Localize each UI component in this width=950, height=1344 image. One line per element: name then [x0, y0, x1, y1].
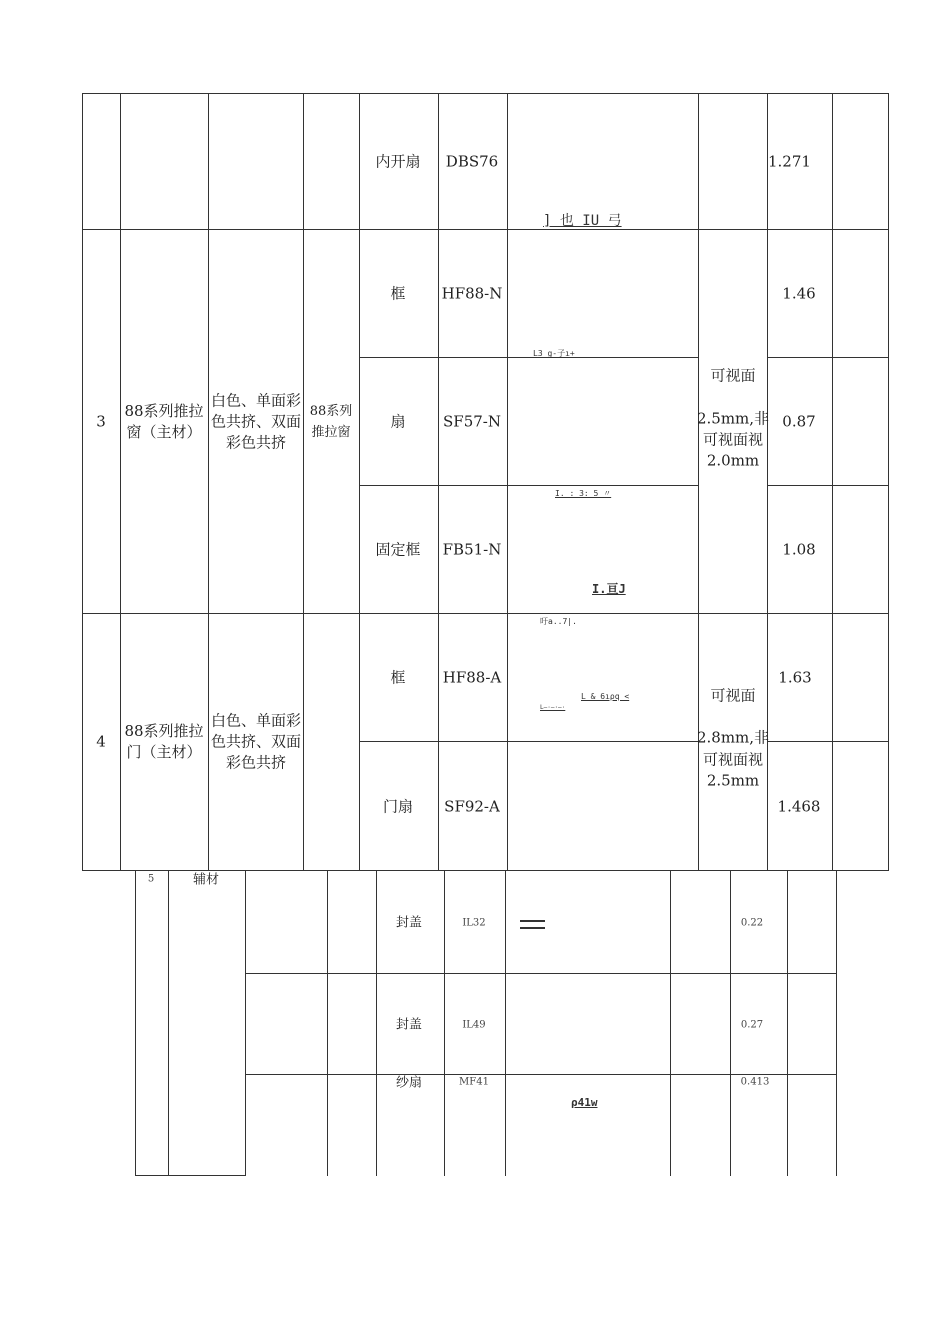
col-divider	[507, 93, 508, 871]
col-divider	[444, 870, 445, 1176]
part-name: 固定框	[375, 540, 421, 559]
col-divider	[303, 93, 304, 871]
col-divider	[327, 870, 328, 1176]
profile-drawing: I. : 3: 5 〃	[555, 489, 612, 498]
product-series: 88系列推拉窗	[309, 404, 353, 440]
wall-thickness-line: 2.5mm	[706, 771, 760, 790]
col-divider	[505, 870, 506, 1176]
part-weight: 0.87	[782, 412, 816, 431]
part-weight: 1.08	[782, 540, 816, 559]
wall-thickness-line: 可视面	[710, 366, 756, 385]
row-number: 5	[147, 873, 155, 885]
part-name: 封盖	[395, 1017, 423, 1033]
part-weight: 1.271	[768, 152, 811, 171]
profile-drawing: L3 g-子ı+	[533, 349, 575, 358]
row-divider	[359, 741, 699, 742]
col-divider	[82, 93, 83, 871]
part-weight: 0.27	[740, 1019, 764, 1031]
profile-drawing	[520, 920, 545, 929]
col-divider	[120, 93, 121, 871]
product-color: 白色、单面彩色共挤、双面彩色共挤	[210, 711, 301, 772]
profile-drawing: ρ41w	[571, 1096, 598, 1109]
wall-thickness-line: 可视面视	[702, 430, 764, 449]
row-divider	[359, 357, 699, 358]
part-code: SF57-N	[443, 412, 501, 431]
part-code: HF88-N	[441, 284, 503, 303]
col-divider	[832, 93, 833, 871]
part-name: 扇	[390, 412, 406, 431]
product-name: 88系列推拉窗（主材）	[124, 402, 204, 441]
row-divider	[359, 485, 699, 486]
col-divider	[438, 93, 439, 871]
profile-drawing: ] 也 IU 弓	[543, 213, 622, 229]
wall-thickness-line: 2.8mm,非	[696, 728, 770, 747]
profile-drawing: 吁a..7|.	[540, 617, 577, 626]
product-name: 辅材	[192, 872, 220, 888]
col-divider	[767, 93, 768, 871]
col-divider	[376, 870, 377, 1176]
col-divider	[730, 870, 731, 1176]
part-code: HF88-A	[442, 668, 502, 687]
table-border-right	[836, 870, 837, 1176]
row-divider	[767, 357, 889, 358]
profile-drawing: I.亘J	[592, 582, 626, 596]
row-number: 3	[96, 412, 106, 431]
part-code: IL49	[462, 1019, 486, 1031]
part-weight: 0.22	[740, 917, 764, 929]
part-weight: 1.46	[782, 284, 816, 303]
part-code: IL32	[462, 917, 486, 929]
product-name: 88系列推拉门（主材）	[124, 722, 204, 761]
wall-thickness-line: 2.0mm	[706, 451, 760, 470]
table-border-right	[888, 93, 889, 871]
part-weight: 1.468	[777, 797, 821, 816]
row-divider	[767, 485, 889, 486]
profile-drawing: L & 6ıρq <	[581, 692, 630, 701]
part-weight: 1.63	[778, 668, 812, 687]
table-border-bottom	[135, 1175, 246, 1176]
part-code: SF92-A	[444, 797, 500, 816]
col-divider	[698, 93, 699, 871]
row-divider	[245, 973, 837, 974]
profile-drawing: L—·—·—·	[540, 704, 566, 711]
part-name: 框	[390, 668, 406, 687]
part-name: 内开扇	[375, 152, 421, 171]
col-divider	[670, 870, 671, 1176]
product-color: 白色、单面彩色共挤、双面彩色共挤	[210, 391, 301, 452]
part-code: DBS76	[445, 152, 499, 171]
part-weight: 0.413	[740, 1076, 770, 1088]
wall-thickness-line: 可视面	[710, 686, 756, 705]
col-divider	[787, 870, 788, 1176]
col-divider	[208, 93, 209, 871]
wall-thickness-line: 2.5mm,非	[696, 409, 770, 428]
part-name: 封盖	[395, 915, 423, 931]
row-divider	[767, 741, 889, 742]
wall-thickness-line: 可视面视	[702, 750, 764, 769]
col-divider	[135, 870, 136, 1176]
part-code: FB51-N	[442, 540, 502, 559]
col-divider	[359, 93, 360, 871]
part-code: MF41	[459, 1076, 489, 1088]
part-name: 门扇	[382, 797, 414, 816]
part-name: 纱扇	[395, 1075, 423, 1091]
row-number: 4	[96, 732, 106, 751]
col-divider	[168, 870, 169, 1176]
part-name: 框	[390, 284, 406, 303]
col-divider	[245, 870, 246, 1176]
